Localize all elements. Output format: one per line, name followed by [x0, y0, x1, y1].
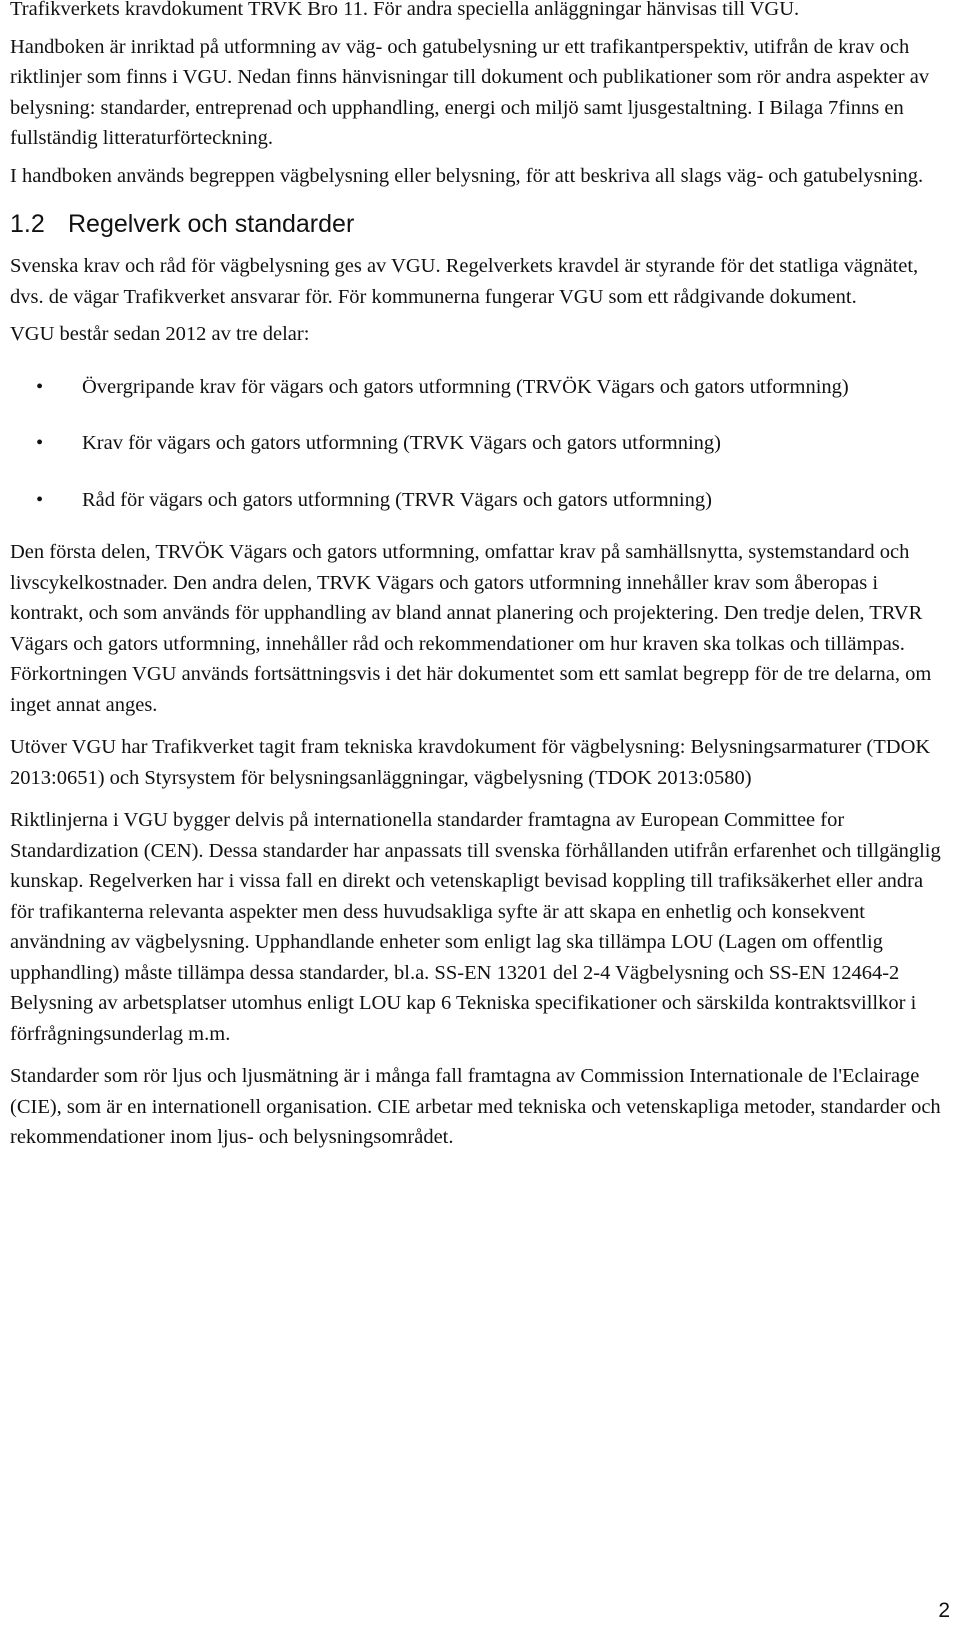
list-item-text: Råd för vägars och gators utformning (TRVR Vägars och gators utformning): [82, 488, 712, 511]
section-title: Regelverk och standarder: [68, 210, 355, 238]
paragraph-vgu-parts-intro: VGU består sedan 2012 av tre delar:: [10, 323, 310, 345]
bullet-icon: •: [36, 488, 44, 511]
page-number: 2: [938, 1599, 950, 1622]
vgu-parts-list: [10, 372, 944, 516]
list-item: [10, 372, 944, 403]
paragraph-vgu-overview: Svenska krav och råd för vägbelysning ges av VGU. Regelverkets kravdel är styrande för det statliga vägnätet, dvs. de vägar Trafikverket ansvarar för. För kommunerna fungerar VGU som ett rådgivande dokument.: [10, 255, 919, 308]
paragraph-vgu-parts-description: Den första delen, TRVÖK Vägars och gators utformning, omfattar krav på samhällsnytta, systemstandard och livscykelkostnader. Den andra delen, TRVK Vägars och gators utformning innehåller krav som åberopas i kontrakt, och som används för upphandling av bland annat planering och projektering. Den tredje delen, TRVR Vägars och gators utformning, innehåller råd och rekommendationer om hur kraven ska tolkas och tillämpas. Förkortningen VGU används fortsättningsvis i det här dokumentet som ett samlat begrepp för de tre delarna, om inget annat anges.: [10, 541, 932, 716]
paragraph-cie-standards: Standarder som rör ljus och ljusmätning är i många fall framtagna av Commission Internationale de l'Eclairage (CIE), som är en internationell organisation. CIE arbetar med tekniska och vetenskapliga metoder, standarder och rekommendationer inom ljus- och belysningsområdet.: [10, 1065, 941, 1148]
paragraph-terminology: I handboken används begreppen vägbelysning eller belysning, för att beskriva all slags väg- och gatubelysning.: [10, 164, 924, 187]
list-item-text: Övergripande krav för vägars och gators utformning (TRVÖK Vägars och gators utformning): [82, 375, 849, 398]
paragraph-cen-standards: Riktlinjerna i VGU bygger delvis på internationella standarder framtagna av European Committee for Standardization (CEN). Dessa standarder har anpassats till svenska förhållanden utifrån erfarenhet och tillgänglig kunskap. Regelverken har i vissa fall en direkt och vetenskapligt bevisad koppling till trafiksäkerhet eller andra för trafikanterna relevanta aspekter men dess huvudsakliga syfte är att skapa en enhetlig och konsekvent användning av vägbelysning. Upphandlande enheter som enligt lag ska tillämpa LOU (Lagen om offentlig upphandling) måste tillämpa dessa standarder, bl.a. SS-EN 13201 del 2-4 Vägbelysning och SS-EN 12464-2 Belysning av arbetsplatser utomhus enligt LOU kap 6 Tekniska specifikationer och särskilda kontraktsvillkor i förfrågningsunderlag m.m.: [10, 809, 941, 1045]
list-item: [10, 485, 944, 516]
paragraph-intro-continued: Trafikverkets kravdokument TRVK Bro 11. För andra speciella anläggningar hänvisas till VGU.: [10, 0, 800, 20]
bullet-icon: •: [36, 375, 44, 398]
bullet-icon: •: [36, 432, 44, 454]
paragraph-technical-requirements: Utöver VGU har Trafikverket tagit fram tekniska kravdokument för vägbelysning: Belysningsarmaturer (TDOK 2013:0651) och Styrsystem för belysningsanläggningar, vägbelysning (TDOK 2013:0580): [10, 736, 931, 789]
section-number: 1.2: [10, 210, 45, 238]
paragraph-handbook-scope: Handboken är inriktad på utformning av väg- och gatubelysning ur ett trafikantperspektiv, utifrån de krav och riktlinjer som finns i VGU. Nedan finns hänvisningar till dokument och publikationer som rör andra aspekter av belysning: standarder, entreprenad och upphandling, energi och miljö samt ljusgestaltning. I Bilaga 7finns en fullständig litteraturförteckning.: [10, 35, 930, 149]
document-page: [10, 0, 944, 1153]
section-heading: [10, 207, 944, 241]
list-item: [10, 428, 944, 459]
list-item-text: Krav för vägars och gators utformning (TRVK Vägars och gators utformning): [82, 432, 722, 454]
